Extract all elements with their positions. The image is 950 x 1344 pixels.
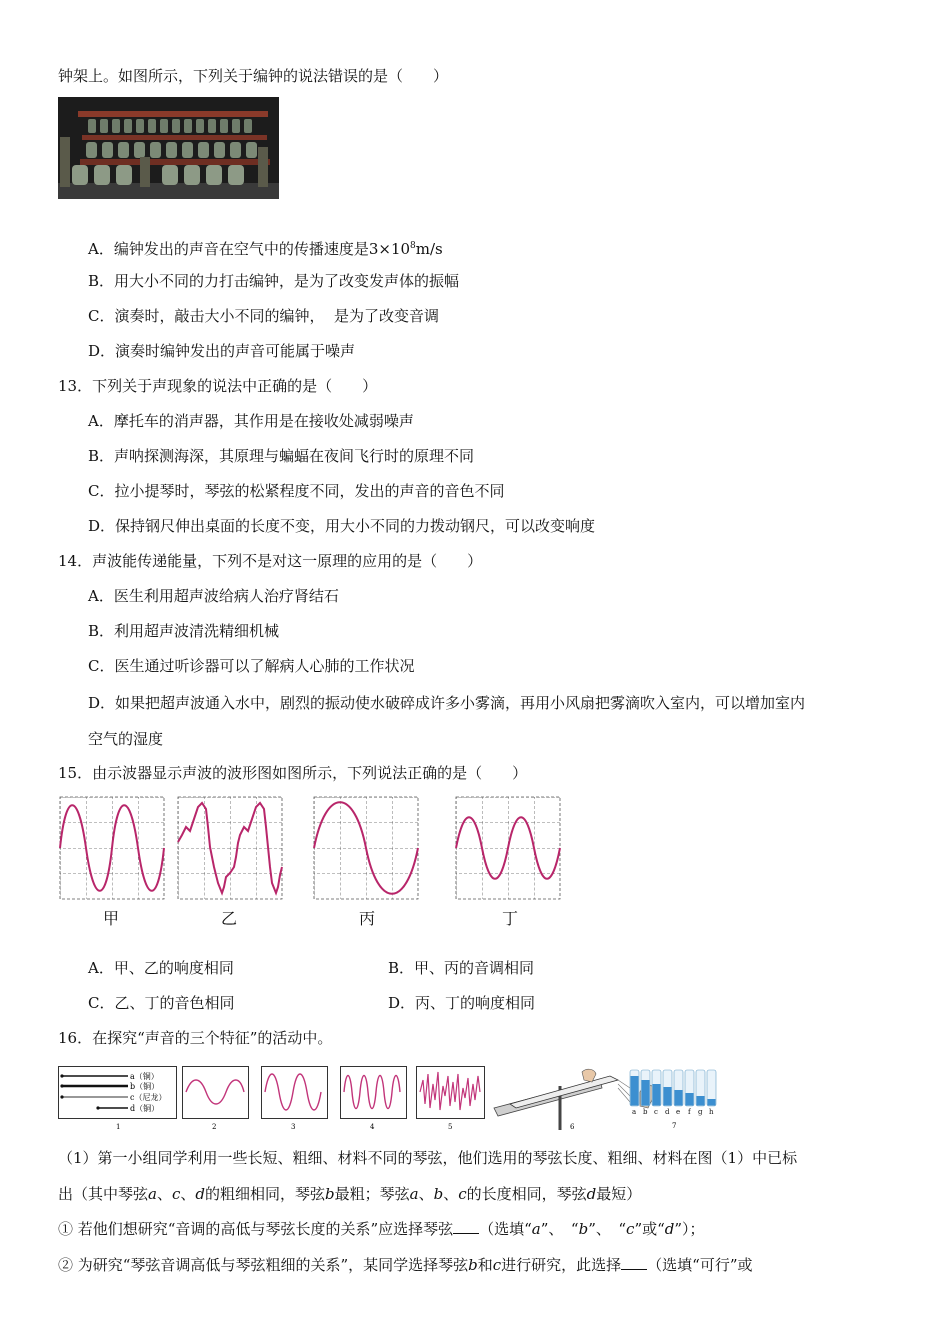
fig-number-7: 7	[672, 1122, 677, 1130]
fig-number-6: 6	[570, 1123, 575, 1131]
q14-option-d[interactable]: D．如果把超声波通入水中，剧烈的振动使水破碎成许多小雾滴，再用小风扇把雾滴吹入室内，可以增加室内	[88, 694, 806, 712]
osc-label-ding: 丁	[501, 909, 518, 928]
string-label-d: d（铜）	[130, 1104, 160, 1113]
osc-label-jia: 甲	[102, 909, 119, 928]
waveform-jia	[60, 797, 164, 899]
bottle-letter-h: h	[709, 1108, 714, 1116]
q15-option-c[interactable]: C．乙、丁的音色相同	[88, 994, 235, 1012]
q16-experiment-figures	[58, 1066, 722, 1132]
waveform-ding	[456, 797, 560, 899]
q13-option-d[interactable]: D．保持钢尺伸出桌面的长度不变，用大小不同的力拨动钢尺，可以改变响度	[88, 517, 596, 535]
bottle-letter-b: b	[643, 1108, 648, 1116]
osc-label-yi: 乙	[220, 909, 237, 928]
q16-sub1: ① 若他们想研究“音调的高低与琴弦长度的关系”应选择琴弦 （选填“a”、 “b”、 “c”或“d”）；	[58, 1220, 705, 1238]
figure-1-strings	[59, 1067, 177, 1132]
q14-option-c[interactable]: C．医生通过听诊器可以了解病人心肺的工作状况	[88, 657, 415, 675]
fig-number-3: 3	[291, 1123, 296, 1131]
q13-option-b[interactable]: B．声呐探测海深，其原理与蝙蝠在夜间飞行时的原理不同	[88, 447, 475, 465]
q14-option-d-continued: 空气的湿度	[88, 730, 164, 748]
q12-option-a[interactable]: A．编钟发出的声音在空气中的传播速度是$3\times 10^8m/s$	[88, 240, 443, 258]
q12-option-b[interactable]: B．用大小不同的力打击编钟，是为了改变发声体的振幅	[88, 272, 460, 290]
waveform-bing	[314, 797, 418, 899]
q15-option-b[interactable]: B．甲、丙的音调相同	[388, 959, 535, 977]
figure-5-noise	[417, 1067, 485, 1132]
q15-option-a[interactable]: A．甲、乙的响度相同	[88, 959, 234, 977]
fig-number-1: 1	[116, 1123, 121, 1131]
bottle-letter-g: g	[698, 1108, 703, 1116]
string-label-b: b（铜）	[130, 1082, 160, 1091]
figure-3-wave	[262, 1067, 328, 1132]
bianzhong-photo	[58, 97, 279, 199]
q15-option-d[interactable]: D．丙、丁的响度相同	[388, 994, 536, 1012]
figure-4-wave	[341, 1067, 407, 1132]
q16-sub2-answer-blank[interactable]	[621, 1255, 647, 1270]
q13-option-a[interactable]: A．摩托车的消声器，其作用是在接收处减弱噪声	[88, 412, 414, 430]
fig-number-5: 5	[448, 1123, 453, 1131]
fig-number-4: 4	[370, 1123, 375, 1131]
q12-option-d[interactable]: D．演奏时编钟发出的声音可能属于噪声	[88, 342, 356, 360]
bottle-letter-a: a	[632, 1108, 637, 1116]
q16-stem: 16．在探究“声音的三个特征”的活动中。	[58, 1029, 333, 1047]
q14-stem: 14．声波能传递能量，下列不是对这一原理的应用的是（ ）	[58, 552, 483, 570]
q14-option-a[interactable]: A．医生利用超声波给病人治疗肾结石	[88, 587, 339, 605]
oscilloscope-figures	[58, 795, 568, 903]
fig-number-2: 2	[212, 1123, 217, 1131]
figure-2-wave	[183, 1067, 249, 1132]
waveform-yi	[178, 797, 282, 899]
q16-part1-line2: 出（其中琴弦a、c、d的粗细相同，琴弦b最粗；琴弦a、b、c的长度相同，琴弦d最短）	[58, 1185, 642, 1203]
q16-part1-line1: （1）第一小组同学利用一些长短、粗细、材料不同的琴弦，他们选用的琴弦长度、粗细、材料在图（1）中已标	[58, 1149, 798, 1167]
q16-sub2: ② 为研究“琴弦音调高低与琴弦粗细的关系”，某同学选择琴弦b和c进行研究，此选择 （选填“可行”或	[58, 1256, 753, 1274]
q13-option-c[interactable]: C．拉小提琴时，琴弦的松紧程度不同，发出的声音的音色不同	[88, 482, 505, 500]
bottle-letter-f: f	[688, 1108, 691, 1116]
q13-stem: 13．下列关于声现象的说法中正确的是（ ）	[58, 377, 378, 395]
bottle-letter-d: d	[665, 1108, 670, 1116]
string-label-a: a（铜）	[130, 1072, 159, 1081]
q16-sub1-answer-blank[interactable]	[453, 1219, 479, 1234]
q14-option-b[interactable]: B．利用超声波清洗精细机械	[88, 622, 280, 640]
string-label-c: c（尼龙）	[130, 1093, 167, 1102]
q12-option-c[interactable]: C．演奏时，敲击大小不同的编钟， 是为了改变音调	[88, 307, 440, 325]
figure-7-bottles	[630, 1070, 716, 1130]
osc-label-bing: 丙	[358, 909, 375, 928]
bottle-letter-e: e	[676, 1108, 681, 1116]
bottle-letter-c: c	[654, 1108, 658, 1116]
intro-text: 钟架上。如图所示，下列关于编钟的说法错误的是（ ）	[58, 67, 449, 85]
q15-stem: 15．由示波器显示声波的波形图如图所示，下列说法正确的是（ ）	[58, 764, 528, 782]
